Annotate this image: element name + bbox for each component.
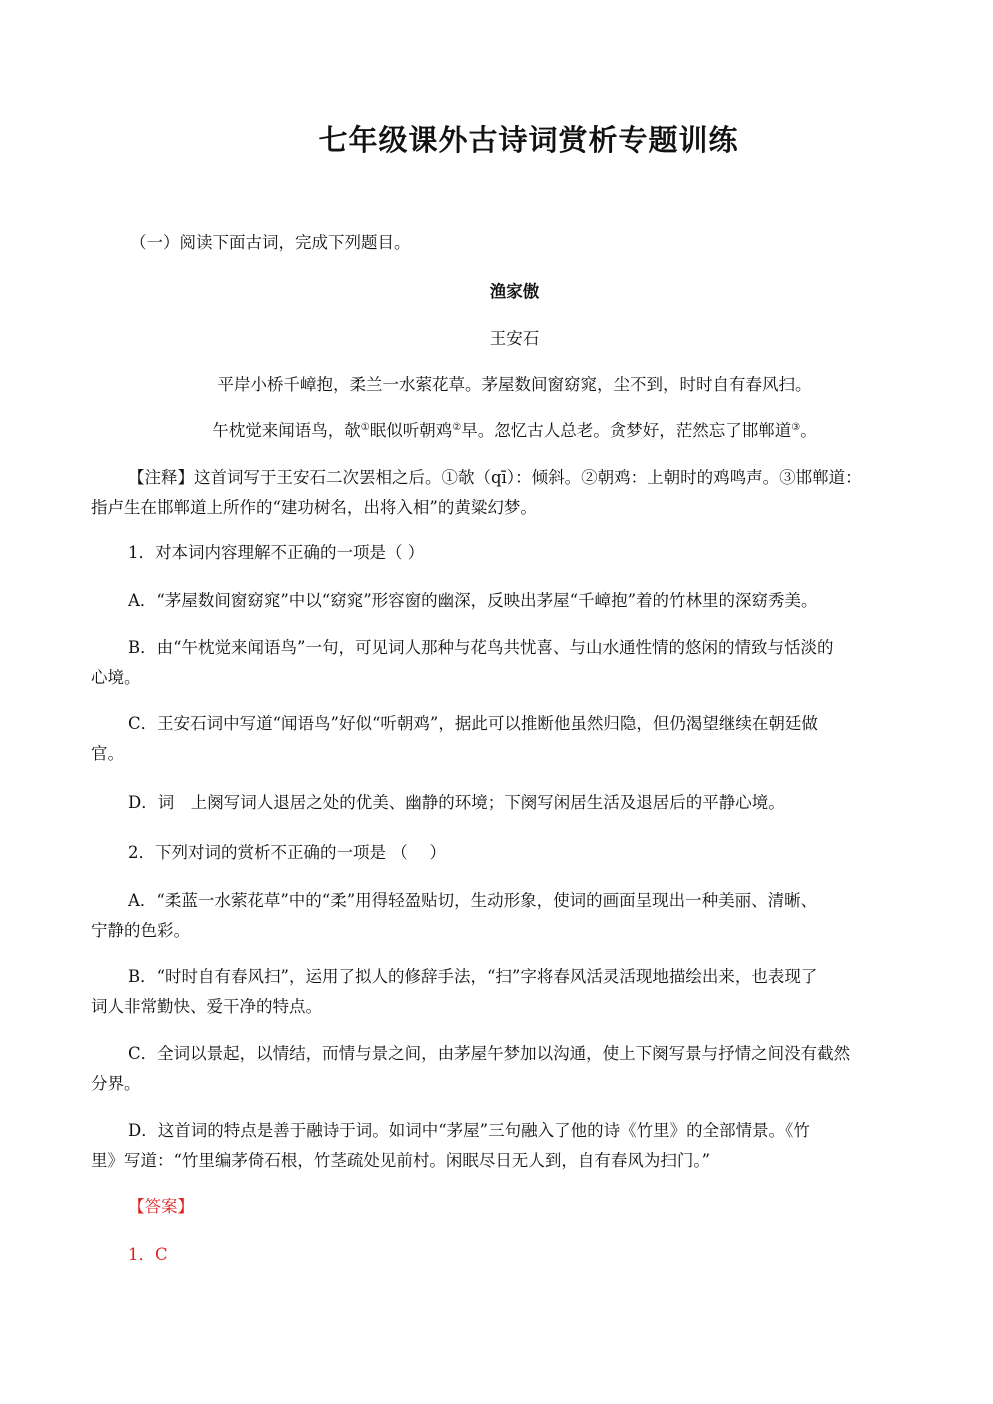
poem-line-2-part-c: 早。忽忆古人总老。贪梦好，茫然忘了邯郸道: [461, 421, 792, 440]
q1-option-a: A．“茅屋数间窗窈窕”中以“窈窕”形容窗的幽深，反映出茅屋“千嶂抱”着的竹林里的深窈秀美。: [128, 591, 818, 610]
q1-option-d: D．词 上阕写词人退居之处的优美、幽静的环境；下阕写闲居生活及退居后的平静心境。: [128, 793, 785, 812]
poem-title: 渔家傲: [489, 282, 540, 301]
answer-1: 1．C: [128, 1245, 168, 1264]
q2-option-c-line-1: C．全词以景起，以情结，而情与景之间，由茅屋午梦加以沟通，使上下阕写景与抒情之间没有截然: [128, 1044, 851, 1063]
q2-option-d-line-2: 里》写道：“竹里编茅倚石根，竹茎疏处见前村。闲眠尽日无人到，自有春风为扫门。”: [91, 1151, 711, 1170]
answer-label: 【答案】: [128, 1197, 194, 1216]
notes-line-2: 指卢生在邯郸道上所作的“建功树名，出将入相”的黄粱幻梦。: [91, 498, 537, 517]
page-title: 七年级课外古诗词赏析专题训练: [318, 123, 739, 157]
note-mark-1: ①: [360, 422, 370, 433]
note-mark-2: ②: [452, 422, 462, 433]
note-mark-3: ③: [791, 422, 801, 433]
q2-stem: 2．下列对词的赏析不正确的一项是 （ ）: [128, 843, 446, 862]
q2-option-a-line-2: 宁静的色彩。: [91, 921, 190, 940]
q2-option-b-line-2: 词人非常勤快、爱干净的特点。: [91, 997, 322, 1016]
poem-line-2-part-b: 眠似听朝鸡: [369, 421, 453, 440]
q1-stem: 1．对本词内容理解不正确的一项是（ ）: [128, 543, 425, 562]
q2-option-c-line-2: 分界。: [91, 1074, 141, 1093]
poem-line-1: 平岸小桥千嶂抱，柔兰一水萦花草。茅屋数间窗窈窕，尘不到，时时自有春风扫。: [217, 375, 812, 394]
q1-option-c-line-2: 官。: [91, 744, 124, 763]
q2-option-a-line-1: A．“柔蓝一水萦花草”中的“柔”用得轻盈贴切，生动形象，使词的画面呈现出一种美丽、清晰、: [128, 891, 818, 910]
q2-option-d-line-1: D．这首词的特点是善于融诗于词。如词中“茅屋”三句融入了他的诗《竹里》的全部情景。《竹: [128, 1121, 810, 1140]
q2-option-b-line-1: B．“时时自有春风扫”，运用了拟人的修辞手法，“扫”字将春风活灵活现地描绘出来，也表现了: [128, 967, 818, 986]
poem-line-2-part-d: 。: [800, 421, 817, 440]
poem-line-2: [0, 416, 993, 446]
poem-author: 王安石: [489, 329, 540, 348]
poem-line-2-part-a: 午枕觉来闻语鸟，欹: [212, 421, 361, 440]
q1-option-b-line-1: B．由“午枕觉来闻语鸟”一句，可见词人那种与花鸟共忧喜、与山水通性情的悠闲的情致与恬淡的: [128, 638, 834, 657]
notes-line-1: 【注释】这首词写于王安石二次罢相之后。①欹（qī）：倾斜。②朝鸡：上朝时的鸡鸣声。③邯郸道：: [128, 468, 862, 487]
q1-option-c-line-1: C．王安石词中写道“闻语鸟”好似“听朝鸡”，据此可以推断他虽然归隐，但仍渴望继续在朝廷做: [128, 714, 818, 733]
section-intro: （一）阅读下面古词，完成下列题目。: [130, 233, 411, 252]
q1-option-b-line-2: 心境。: [91, 668, 141, 687]
